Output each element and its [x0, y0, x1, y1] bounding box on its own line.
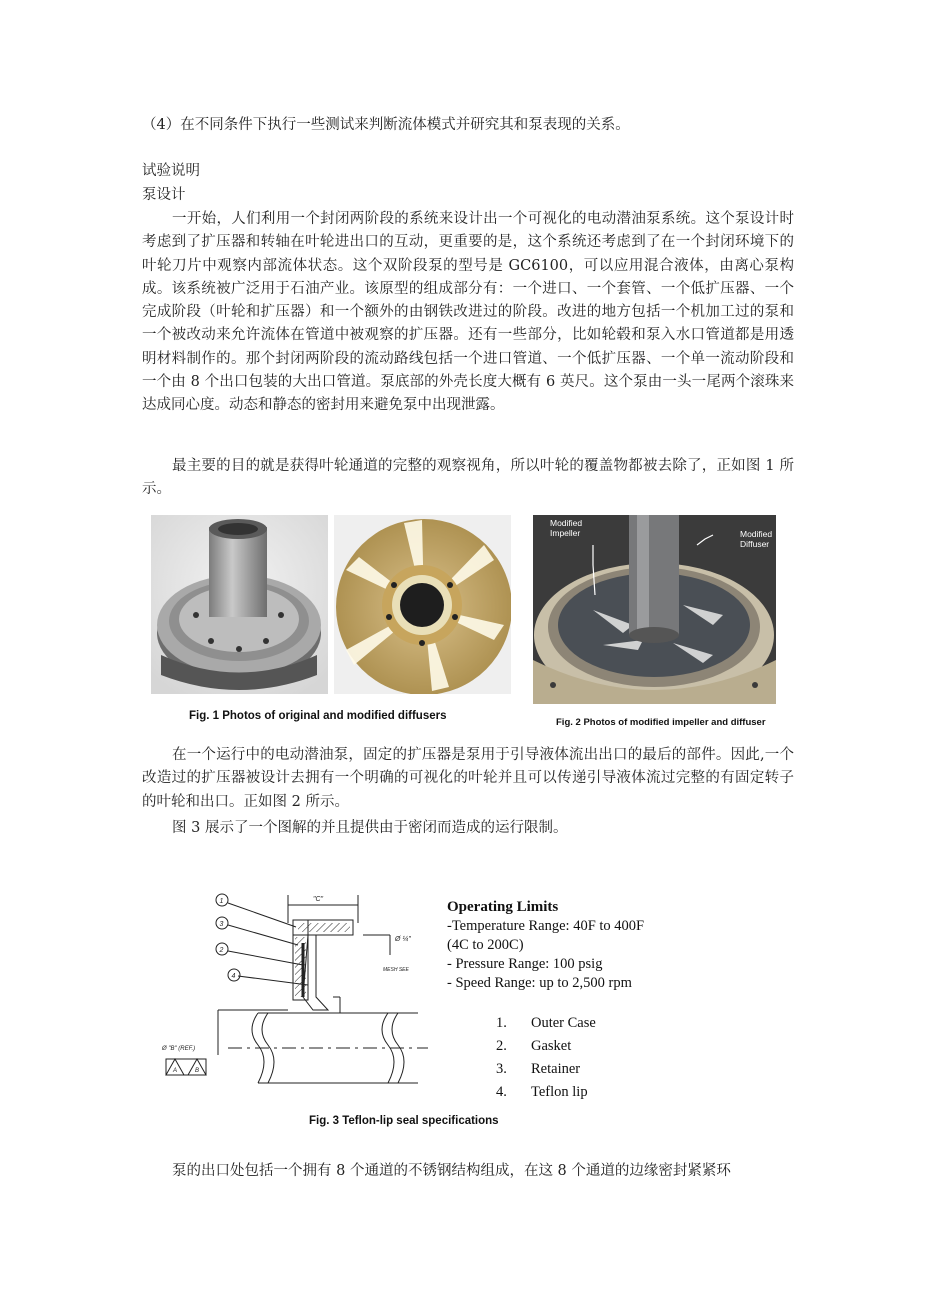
operating-limits-temp-c: (4C to 200C)	[447, 937, 524, 953]
paragraph-diffuser: 在一个运行中的电动潜油泵，固定的扩压器是泵用于引导液体流出出口的最后的部件。因此,一个改造过的扩压器被设计去拥有一个明确的可视化的叶轮并且可以传递引导液体流过完整的有固定转子的叶轮和出口。正如图 2 所示。	[142, 747, 794, 810]
list-item-4: （4）在不同条件下执行一些测试来判断流体模式并研究其和泵表现的关系。	[142, 117, 630, 133]
part-name-2: Gasket	[531, 1038, 572, 1054]
part-name-3: Retainer	[531, 1061, 581, 1077]
paragraph-outlet: 泵的出口处包括一个拥有 8 个通道的不锈钢结构组成，在这 8 个通道的边缘密封紧紧环	[172, 1163, 731, 1179]
part-num-4: 4.	[496, 1084, 507, 1100]
part-num-2: 2.	[496, 1038, 507, 1054]
dim-b-label: Ø "B" (REF.)	[162, 1046, 196, 1052]
figure-1-caption: Fig. 1 Photos of original and modified diffusers	[189, 710, 447, 722]
callout-4: 4	[231, 973, 236, 980]
figure-2-caption: Fig. 2 Photos of modified impeller and diffuser	[556, 717, 766, 728]
modified-impeller-label: Modified Impeller	[550, 518, 583, 538]
datum-a-label: A	[173, 1068, 178, 1074]
figure-3-caption: Fig. 3 Teflon-lip seal specifications	[309, 1115, 499, 1127]
callout-1: 1	[219, 898, 224, 905]
modified-diffuser-label: Modified Diffuser	[740, 529, 773, 549]
part-num-1: 1.	[496, 1015, 507, 1031]
subsection-heading: 泵设计	[142, 187, 186, 203]
callout-3: 3	[219, 921, 224, 928]
dim-c-label: "C"	[313, 896, 324, 903]
operating-limits-temp: -Temperature Range: 40F to 400F	[447, 918, 645, 934]
part-name-4: Teflon lip	[531, 1084, 588, 1100]
part-name-1: Outer Case	[531, 1015, 596, 1031]
operating-limits-pressure: - Pressure Range: 100 psig	[447, 956, 603, 972]
datum-b-label: B	[195, 1068, 200, 1074]
operating-limits-speed: - Speed Range: up to 2,500 rpm	[447, 975, 632, 991]
paragraph-pump-design: 一开始，人们利用一个封闭两阶段的系统来设计出一个可视化的电动潜油泵系统。这个泵设计时考虑到了扩压器和转轴在叶轮进出口的互动，更重要的是，这个系统还考虑到了在一个封闭环境下的叶轮刀片中观察内部流体状态。这个双阶段泵的型号是 GC6100，可以应用混合液体，由离心泵构成。该系统被广泛用于石油产业。该原型的组成部分有：一个进口、一个套管、一个低扩压器、一个完成阶段（叶轮和扩压器）和一个额外的由钢铁改进过的阶段。改进的地方包括一个机加工过的泵和一个被改动来允许流体在管道中被观察的扩压器。还有一些部分，比如轮毂和泵入水口管道都是用透明材料制作的。那个封闭两阶段的流动路线包括一个进口管道、一个低扩压器、一个单一流动阶段和一个由 8 个出口包装的大出口管道。泵底部的外壳长度大概有 6 英尺。这个泵由一头一尾两个滚珠来达成同心度。动态和静态的密封用来避免泵中出现泄露。	[142, 211, 794, 414]
seal-drawing	[158, 885, 440, 1100]
operating-limits-title: Operating Limits	[447, 899, 559, 915]
paragraph-figure3-intro: 图 3 展示了一个图解的并且提供由于密闭而造成的运行限制。	[172, 820, 568, 836]
part-num-3: 3.	[496, 1061, 507, 1077]
paragraph-observation: 最主要的目的就是获得叶轮通道的完整的观察视角，所以叶轮的覆盖物都被去除了，正如图 1 所示。	[142, 458, 794, 498]
section-heading: 试验说明	[142, 163, 200, 179]
original-diffuser-photo	[151, 515, 328, 694]
dim-quarter-label: Ø ¼"	[395, 936, 411, 943]
modified-diffuser-photo	[334, 515, 511, 694]
callout-2: 2	[219, 947, 224, 954]
dim-note-label: MESH SEE	[383, 967, 409, 973]
